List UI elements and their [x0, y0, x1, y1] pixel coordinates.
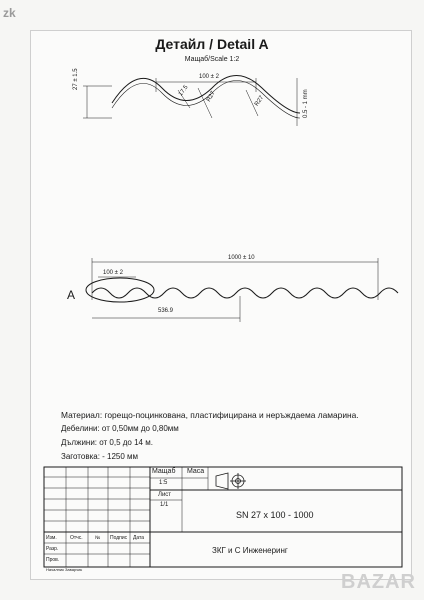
sheet-partial-dim: 536.9: [158, 308, 174, 314]
note-blank: Заготовка: - 1250 мм: [61, 452, 139, 461]
watermark-logo-left: zk: [3, 6, 16, 20]
title-no: №: [95, 535, 101, 541]
title-mass-label: Маса: [187, 468, 205, 475]
title-scale-value: 1:5: [159, 480, 168, 486]
detail-radius-bottom-dim: R27: [254, 94, 266, 108]
title-izm: Изм.: [46, 535, 57, 541]
note-thickness: Дебелини: от 0,50мм до 0,80мм: [61, 424, 179, 433]
title-sheet-value: 1/1: [160, 502, 169, 508]
note-lengths: Дължини: от 0,5 до 14 м.: [61, 438, 153, 447]
title-data: Дата: [133, 535, 145, 541]
detail-a-marker-label: A: [67, 288, 76, 302]
title-scale-label: Мащаб: [152, 468, 176, 475]
note-material: Материал: горещо-поцинкована, пластифицирана и неръждаема ламарина.: [61, 410, 359, 420]
company-name: ЗКГ и С Инженеринг: [212, 546, 288, 555]
title-nachalnik: Началник Заварчик: [46, 567, 83, 572]
title-razr: Разр.: [46, 546, 59, 552]
title-otch: Отчс.: [70, 535, 83, 541]
projection-symbol-icon: [216, 473, 246, 489]
detail-wave-side-dim: 17.5: [178, 84, 190, 98]
material-notes: [61, 408, 359, 464]
watermark-logo-right: BAZAR: [341, 571, 416, 593]
detail-scale: Мащаб/Scale 1:2: [184, 56, 240, 63]
title-prov: Пров.: [46, 557, 60, 563]
detail-title: Детайл / Detail A: [155, 36, 269, 52]
title-sheet-label: Лист: [158, 492, 172, 498]
detail-profile-curve: [112, 76, 300, 114]
sheet-pitch-dim: 100 ± 2: [103, 270, 123, 276]
sheet-profile-curve: [92, 288, 398, 298]
detail-height-dim: 27 ± 1.5: [73, 68, 79, 90]
drawing-number: SN 27 x 100 - 1000: [236, 510, 314, 520]
title-podpis: Подпис: [110, 535, 128, 541]
detail-radius-top-dim: R27: [206, 90, 217, 103]
sheet-width-dim: 1000 ± 10: [228, 255, 255, 261]
detail-pitch-dim: 100 ± 2: [199, 74, 219, 80]
detail-thickness-dim: 0.5 - 1 mm: [303, 89, 309, 118]
